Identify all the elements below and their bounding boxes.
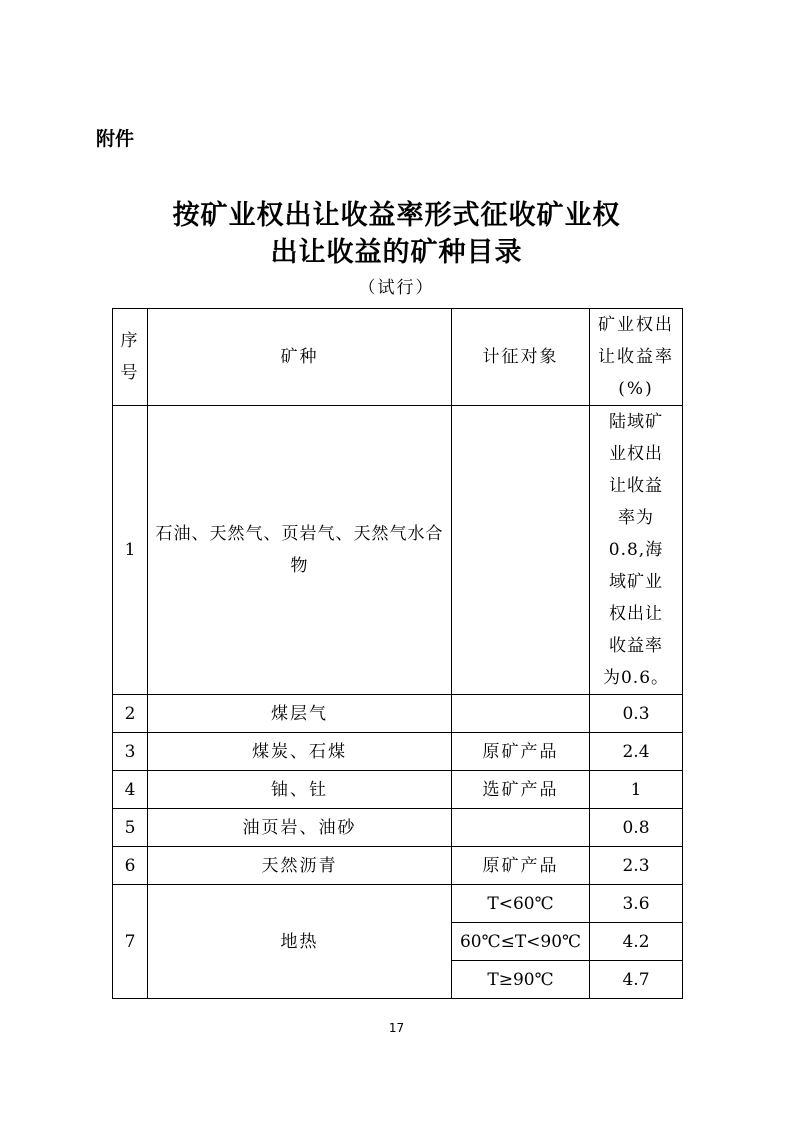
cell-object: 60℃≤T<90℃ — [452, 923, 590, 961]
cell-mineral: 油页岩、油砂 — [148, 809, 452, 847]
table-row — [113, 885, 683, 923]
cell-mineral: 天然沥青 — [148, 847, 452, 885]
header-object: 计征对象 — [452, 309, 590, 406]
table-row — [113, 847, 683, 885]
cell-object — [452, 406, 590, 695]
cell-seq: 6 — [113, 847, 148, 885]
cell-object: T<60℃ — [452, 885, 590, 923]
cell-seq: 1 — [113, 406, 148, 695]
cell-rate: 0.3 — [590, 695, 683, 733]
header-rate: 矿业权出让收益率(%) — [590, 309, 683, 406]
cell-rate: 3.6 — [590, 885, 683, 923]
cell-rate: 1 — [590, 771, 683, 809]
cell-rate: 陆域矿业权出让收益率为0.8,海域矿业权出让收益率为0.6。 — [590, 406, 683, 695]
cell-seq: 2 — [113, 695, 148, 733]
header-mineral: 矿种 — [148, 309, 452, 406]
cell-seq: 4 — [113, 771, 148, 809]
cell-mineral: 铀、钍 — [148, 771, 452, 809]
cell-object: T≥90℃ — [452, 961, 590, 999]
mineral-rate-table — [112, 308, 683, 999]
header-seq: 序号 — [113, 309, 148, 406]
cell-rate: 0.8 — [590, 809, 683, 847]
cell-seq: 5 — [113, 809, 148, 847]
table-header-row — [113, 309, 683, 406]
document-title-line1: 按矿业权出让收益率形式征收矿业权 — [172, 200, 621, 231]
cell-rate: 4.7 — [590, 961, 683, 999]
cell-rate: 4.2 — [590, 923, 683, 961]
cell-object — [452, 809, 590, 847]
page-number: 17 — [388, 1021, 405, 1035]
cell-seq: 7 — [113, 885, 148, 999]
cell-rate: 2.4 — [590, 733, 683, 771]
table-row — [113, 733, 683, 771]
cell-object: 原矿产品 — [452, 847, 590, 885]
attachment-label: 附件 — [96, 128, 135, 150]
table-row — [113, 809, 683, 847]
table-row — [113, 695, 683, 733]
cell-mineral: 石油、天然气、页岩气、天然气水合物 — [148, 406, 452, 695]
table-row — [113, 406, 683, 695]
cell-seq: 3 — [113, 733, 148, 771]
table-row — [113, 771, 683, 809]
document-subtitle: （试行） — [358, 278, 435, 298]
cell-mineral: 地热 — [148, 885, 452, 999]
cell-object: 选矿产品 — [452, 771, 590, 809]
cell-object — [452, 695, 590, 733]
cell-rate: 2.3 — [590, 847, 683, 885]
cell-object: 原矿产品 — [452, 733, 590, 771]
document-title-line2: 出让收益的矿种目录 — [270, 237, 523, 268]
cell-mineral: 煤层气 — [148, 695, 452, 733]
cell-mineral: 煤炭、石煤 — [148, 733, 452, 771]
